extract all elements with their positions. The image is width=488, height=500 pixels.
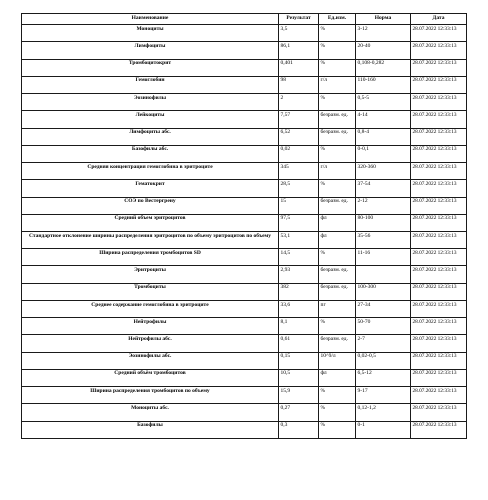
cell-norm: 20-40 (356, 42, 411, 59)
cell-norm: 3-12 (356, 25, 411, 42)
cell-norm: 0-1 (356, 421, 411, 438)
cell-norm: 2-7 (356, 335, 411, 352)
cell-name: Эритроциты (22, 266, 279, 283)
cell-date: 28.07.2022 12:33:13 (411, 111, 467, 128)
table-row (22, 163, 467, 180)
cell-norm: 0,12-1,2 (356, 404, 411, 421)
cell-norm: 100-300 (356, 283, 411, 300)
table-row (22, 421, 467, 438)
cell-unit: % (319, 42, 356, 59)
cell-name: Лимфоциты (22, 42, 279, 59)
table-row (22, 300, 467, 317)
header-result: Результат (279, 14, 319, 25)
cell-result: 98 (279, 76, 319, 93)
cell-date: 28.07.2022 12:33:13 (411, 163, 467, 180)
cell-result: 0,61 (279, 335, 319, 352)
cell-date: 28.07.2022 12:33:13 (411, 421, 467, 438)
cell-result: 0,3 (279, 421, 319, 438)
cell-result: 3,5 (279, 25, 319, 42)
cell-unit: безразм. ед. (319, 111, 356, 128)
cell-date: 28.07.2022 12:33:13 (411, 266, 467, 283)
table-row (22, 145, 467, 162)
cell-unit: фл (319, 214, 356, 231)
cell-name: Эозинофилы абс. (22, 352, 279, 369)
cell-result: 7,57 (279, 111, 319, 128)
table-row (22, 352, 467, 369)
cell-date: 28.07.2022 12:33:13 (411, 197, 467, 214)
cell-unit: пг (319, 300, 356, 317)
table-row (22, 369, 467, 386)
cell-unit: фл (319, 232, 356, 249)
cell-result: 2,93 (279, 266, 319, 283)
cell-unit: безразм. ед. (319, 335, 356, 352)
cell-date: 28.07.2022 12:33:13 (411, 145, 467, 162)
table-row (22, 214, 467, 231)
table-row (22, 266, 467, 283)
cell-name: Стандартное отклонение ширины распределения эритроцитов по объему эритроцитов по объему (22, 232, 279, 249)
cell-norm: 35-56 (356, 232, 411, 249)
header-unit: Ед.изм. (319, 14, 356, 25)
cell-result: 15,9 (279, 387, 319, 404)
cell-result: 10,5 (279, 369, 319, 386)
cell-unit: % (319, 249, 356, 266)
cell-result: 97,5 (279, 214, 319, 231)
cell-date: 28.07.2022 12:33:13 (411, 404, 467, 421)
cell-date: 28.07.2022 12:33:13 (411, 387, 467, 404)
cell-name: Базофилы абс. (22, 145, 279, 162)
table-row (22, 42, 467, 59)
cell-unit: % (319, 180, 356, 197)
cell-date: 28.07.2022 12:33:13 (411, 335, 467, 352)
cell-result: 53,1 (279, 232, 319, 249)
cell-result: 2 (279, 94, 319, 111)
cell-result: 345 (279, 163, 319, 180)
table-row (22, 197, 467, 214)
cell-date: 28.07.2022 12:33:13 (411, 369, 467, 386)
cell-name: Среднее содержание гемоглобина в эритроците (22, 300, 279, 317)
cell-name: Лейкоциты (22, 111, 279, 128)
cell-date: 28.07.2022 12:33:13 (411, 232, 467, 249)
cell-unit: % (319, 387, 356, 404)
cell-norm: 0,8-4 (356, 128, 411, 145)
cell-result: 33,6 (279, 300, 319, 317)
table-header-row (22, 14, 467, 25)
cell-date: 28.07.2022 12:33:13 (411, 42, 467, 59)
cell-date: 28.07.2022 12:33:13 (411, 352, 467, 369)
cell-norm (356, 266, 411, 283)
cell-norm: 6,5-12 (356, 369, 411, 386)
cell-name: Ширина распределения тромбоцитов SD (22, 249, 279, 266)
table-row (22, 94, 467, 111)
table-row (22, 76, 467, 93)
table-row (22, 111, 467, 128)
cell-unit: безразм. ед. (319, 266, 356, 283)
cell-result: 28,5 (279, 180, 319, 197)
cell-unit: % (319, 59, 356, 76)
cell-name: Моноциты (22, 25, 279, 42)
cell-name: Гематокрит (22, 180, 279, 197)
cell-result: 0,15 (279, 352, 319, 369)
cell-name: Ширина распределения тромбоцитов по объему (22, 387, 279, 404)
cell-name: Средний объем эритроцитов (22, 214, 279, 231)
cell-name: Эозинофилы (22, 94, 279, 111)
cell-norm: 0,02-0,5 (356, 352, 411, 369)
cell-name: Тромбоциты (22, 283, 279, 300)
cell-norm: 110-160 (356, 76, 411, 93)
cell-result: 15 (279, 197, 319, 214)
cell-result: 86,1 (279, 42, 319, 59)
cell-result: 0,02 (279, 145, 319, 162)
cell-norm: 4-14 (356, 111, 411, 128)
cell-result: 8,1 (279, 318, 319, 335)
cell-unit: % (319, 94, 356, 111)
cell-unit: г/л (319, 76, 356, 93)
cell-name: Нейтрофилы абс. (22, 335, 279, 352)
cell-norm: 0-0,1 (356, 145, 411, 162)
cell-unit: безразм. ед. (319, 197, 356, 214)
cell-date: 28.07.2022 12:33:13 (411, 25, 467, 42)
cell-date: 28.07.2022 12:33:13 (411, 283, 467, 300)
cell-name: Базофилы (22, 421, 279, 438)
cell-name: Моноциты абс. (22, 404, 279, 421)
table-row (22, 387, 467, 404)
cell-norm: 37-54 (356, 180, 411, 197)
cell-unit: г/л (319, 163, 356, 180)
cell-unit: 10^9/л (319, 352, 356, 369)
table-row (22, 404, 467, 421)
cell-result: 0,27 (279, 404, 319, 421)
cell-norm: 320-360 (356, 163, 411, 180)
cell-norm: 50-70 (356, 318, 411, 335)
cell-unit: % (319, 421, 356, 438)
cell-result: 0,401 (279, 59, 319, 76)
table-row (22, 283, 467, 300)
cell-result: 382 (279, 283, 319, 300)
cell-date: 28.07.2022 12:33:13 (411, 249, 467, 266)
header-norm: Норма (356, 14, 411, 25)
lab-results-table (21, 13, 467, 439)
cell-unit: безразм. ед. (319, 283, 356, 300)
table-row (22, 59, 467, 76)
cell-date: 28.07.2022 12:33:13 (411, 76, 467, 93)
cell-norm: 0,108-0,282 (356, 59, 411, 76)
cell-date: 28.07.2022 12:33:13 (411, 128, 467, 145)
cell-date: 28.07.2022 12:33:13 (411, 180, 467, 197)
cell-norm: 11-16 (356, 249, 411, 266)
cell-norm: 80-100 (356, 214, 411, 231)
cell-name: Лимфоциты абс. (22, 128, 279, 145)
header-name: Наименование (22, 14, 279, 25)
cell-name: Средний объём тромбоцитов (22, 369, 279, 386)
cell-unit: % (319, 404, 356, 421)
cell-name: СОЭ по Вестергрену (22, 197, 279, 214)
cell-date: 28.07.2022 12:33:13 (411, 300, 467, 317)
cell-date: 28.07.2022 12:33:13 (411, 214, 467, 231)
table-row (22, 249, 467, 266)
table-row (22, 25, 467, 42)
cell-norm: 27-34 (356, 300, 411, 317)
header-date: Дата (411, 14, 467, 25)
cell-date: 28.07.2022 12:33:13 (411, 318, 467, 335)
cell-norm: 2-12 (356, 197, 411, 214)
cell-unit: % (319, 25, 356, 42)
table-row (22, 335, 467, 352)
cell-name: Средняя концентрация гемоглобина в эритроците (22, 163, 279, 180)
cell-date: 28.07.2022 12:33:13 (411, 94, 467, 111)
table-row (22, 232, 467, 249)
cell-date: 28.07.2022 12:33:13 (411, 59, 467, 76)
cell-result: 14,5 (279, 249, 319, 266)
table-body (22, 25, 467, 439)
cell-norm: 9-17 (356, 387, 411, 404)
table-row (22, 318, 467, 335)
cell-unit: безразм. ед. (319, 128, 356, 145)
cell-norm: 0,5-5 (356, 94, 411, 111)
table-row (22, 180, 467, 197)
cell-result: 6,52 (279, 128, 319, 145)
table-row (22, 128, 467, 145)
cell-name: Гемоглобин (22, 76, 279, 93)
cell-unit: % (319, 318, 356, 335)
cell-unit: фл (319, 369, 356, 386)
cell-unit: % (319, 145, 356, 162)
cell-name: Тромбоцитокрит (22, 59, 279, 76)
cell-name: Нейтрофилы (22, 318, 279, 335)
